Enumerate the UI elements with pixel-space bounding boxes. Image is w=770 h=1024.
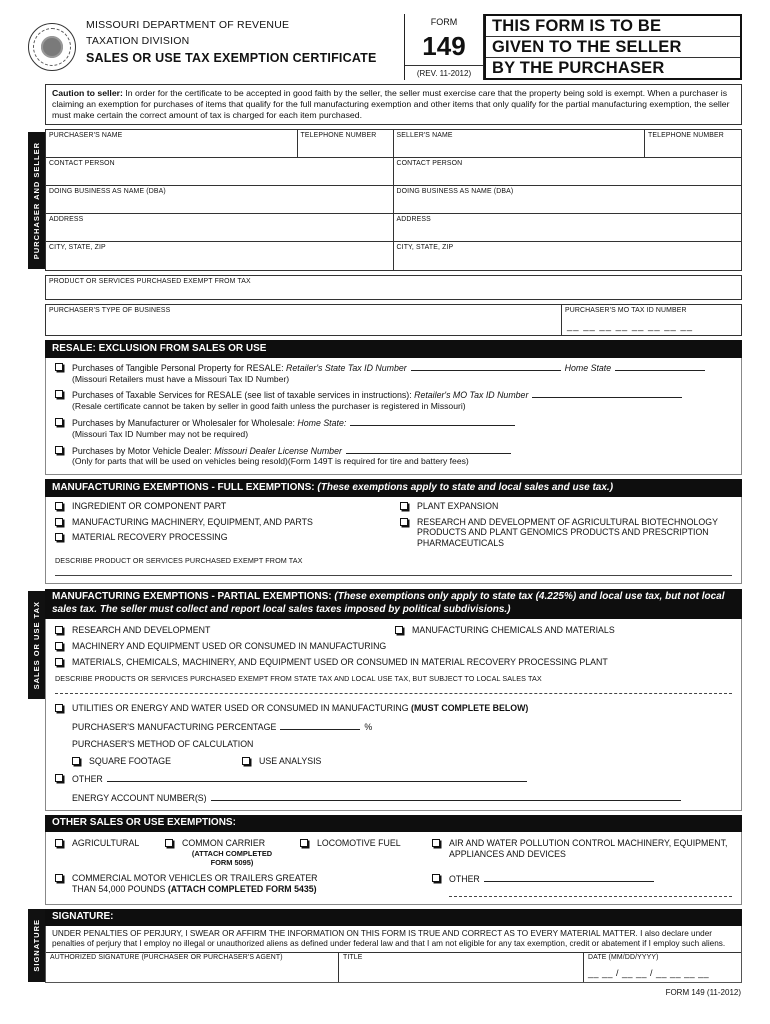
notice-line-2: GIVEN TO THE SELLER <box>486 37 740 58</box>
retailer-mo-tax-id-input[interactable] <box>532 389 682 398</box>
date-field[interactable] <box>583 953 741 982</box>
manufacturing-percentage-line <box>55 721 732 732</box>
caution-label: Caution to seller: <box>52 88 123 98</box>
resale-item1-note: (Missouri Retailers must have a Missouri Tax ID Number) <box>72 373 290 384</box>
seller-address-field[interactable] <box>394 214 742 242</box>
mfg-full-item-plant <box>400 501 732 512</box>
resale-item3-note: (Missouri Tax ID Number may not be required) <box>72 428 249 439</box>
form-number-box <box>404 14 484 80</box>
mfg-full-body <box>45 497 742 584</box>
perjury-statement-1: UNDER PENALTIES OF PERJURY, I SWEAR OR AFFIRM THE INFORMATION ON THIS FORM IS TRUE AND CORRECT AS TO EVERY MATERIAL MATTER. <box>52 929 641 939</box>
checkbox-ingredient[interactable] <box>55 502 63 510</box>
utilities-bold-label: (MUST COMPLETE BELOW) <box>411 703 529 714</box>
form-word: FORM <box>430 17 458 27</box>
common-carrier-label: COMMON CARRIER <box>182 838 266 849</box>
signature-sidebar <box>28 909 45 982</box>
mfg-full-item-ingredient <box>55 501 400 512</box>
resale-body <box>45 358 742 475</box>
resale-item1-text: Purchases of Tangible Personal Property for RESALE: <box>72 362 287 373</box>
checkbox-resale-tangible[interactable] <box>55 363 63 371</box>
resale-section <box>45 340 742 475</box>
form-title: SALES OR USE TAX EXEMPTION CERTIFICATE <box>86 50 377 65</box>
business-type-field[interactable] <box>46 305 561 335</box>
checkbox-partial-materials[interactable] <box>55 658 63 666</box>
utilities-label: UTILITIES OR ENERGY AND WATER USED OR CONSUMED IN MANUFACTURING <box>72 703 412 714</box>
percent-sign: % <box>364 722 373 733</box>
resale-item-motor-vehicle <box>55 445 732 468</box>
other-exemptions-row2 <box>55 873 732 897</box>
mfg-partial-item-materials <box>55 657 732 668</box>
commercial-motor-vehicles-item <box>55 873 432 897</box>
agricultural-item <box>55 838 165 867</box>
date-label: DATE (MM/DD/YYYY) <box>588 954 659 962</box>
checkbox-use-analysis[interactable] <box>242 757 250 765</box>
date-blanks: __ __ / __ __ / __ __ __ __ <box>588 968 710 979</box>
purchaser-seller-sidebar <box>28 132 45 269</box>
mfg-full-describe-label: DESCRIBE PRODUCT OR SERVICES PURCHASED EXEMPT FROM TAX <box>55 555 303 565</box>
material-recovery-label: MATERIAL RECOVERY PROCESSING <box>72 532 228 543</box>
home-state-input[interactable] <box>615 362 705 371</box>
partial-chemicals-label: MANUFACTURING CHEMICALS AND MATERIALS <box>412 624 615 635</box>
checkbox-partial-machinery[interactable] <box>55 642 63 650</box>
partial-materials-label: MATERIALS, CHEMICALS, MACHINERY, AND EQUIPMENT USED OR CONSUMED IN MATERIAL RECOVERY PROCESSING PLANT <box>72 656 608 667</box>
title-field[interactable] <box>338 953 583 982</box>
resale-item4-note: (Only for parts that will be used on vehicles being resold)(Form 149T is required for tire and battery fees) <box>72 456 469 467</box>
checkbox-material-recovery[interactable] <box>55 533 63 541</box>
mfg-partial-body <box>45 619 742 811</box>
seller-name-label: SELLER'S NAME <box>396 131 453 139</box>
footer-form-id: FORM 149 (11-2012) <box>665 987 741 997</box>
sales-use-sidebar-label: SALES OR USE TAX <box>32 600 41 690</box>
seller-contact-field[interactable] <box>394 158 742 186</box>
mfg-partial-section <box>45 589 742 811</box>
checkbox-mfg-machinery[interactable] <box>55 518 63 526</box>
use-analysis-option <box>242 756 321 766</box>
resale-item3-italic: Home State: <box>297 418 347 429</box>
purchaser-seller-band <box>28 129 742 271</box>
mo-tax-id-field[interactable] <box>561 305 741 335</box>
mfg-full-item-recovery <box>55 532 400 543</box>
mfg-full-describe-input[interactable] <box>55 565 732 576</box>
retailer-state-tax-id-input[interactable] <box>411 362 561 371</box>
plant-expansion-label: PLANT EXPANSION <box>417 500 499 511</box>
agency-block <box>76 14 404 80</box>
other-method-line <box>55 773 732 785</box>
mfg-full-header-bold: MANUFACTURING EXEMPTIONS - FULL EXEMPTIONS: <box>52 481 318 493</box>
other-exemption-input-line2[interactable] <box>449 885 732 897</box>
mfg-full-section <box>45 479 742 584</box>
checkbox-resale-services[interactable] <box>55 390 63 398</box>
product-services-field[interactable] <box>45 275 742 300</box>
checkbox-resale-wholesale[interactable] <box>55 418 63 426</box>
seller-contact-label: CONTACT PERSON <box>396 159 463 167</box>
resale-item-services <box>55 389 732 412</box>
form-revision: (REV. 11-2012) <box>405 65 483 80</box>
other-exemptions-body <box>45 832 742 904</box>
mfg-full-columns <box>55 501 732 549</box>
mfg-full-header-italic: (These exemptions apply to state and local sales and use tax.) <box>317 481 614 493</box>
resale-item2-text: Purchases of Taxable Services for RESALE (see list of taxable services in instructions): <box>72 390 415 401</box>
partial-rd-label: RESEARCH AND DEVELOPMENT <box>72 624 211 635</box>
perjury-statement <box>46 926 741 953</box>
other-exemptions-section <box>45 815 742 905</box>
caution-text: In order for the certificate to be accepted in good faith by the seller, the seller must exercise care that the property being sold is exempt. When a purchaser is claiming an exemption for purchases of items that qualify for the full manufacturing exemption and other items that only qualify for the partial manufacturing exemption, the seller must make certain the correct amount of tax is charged for each item purchased. <box>52 88 730 120</box>
dealer-license-number-input[interactable] <box>346 445 511 454</box>
signature-body <box>45 926 742 983</box>
division-name: TAXATION DIVISION <box>86 34 190 47</box>
utilities-item <box>55 703 732 714</box>
resale-item2-note: (Resale certificate cannot be taken by seller in good faith unless the purchaser is registered in Missouri) <box>72 401 466 412</box>
other-exemption-input[interactable] <box>484 873 654 882</box>
resale-item1-italic: Retailer's State Tax ID Number <box>286 362 407 373</box>
purchaser-city-state-zip-field[interactable] <box>46 242 394 270</box>
signature-section <box>45 909 742 983</box>
commercial-motor-vehicles-label: COMMERCIAL MOTOR VEHICLES OR TRAILERS GREATER THAN 54,000 POUNDS <box>72 872 318 894</box>
parties-grid <box>45 129 742 271</box>
signature-row <box>46 953 741 982</box>
mfg-partial-describe-label: DESCRIBE PRODUCTS OR SERVICES PURCHASED EXEMPT FROM STATE TAX AND LOCAL USE TAX, BUT SUBJECT TO LOCAL SALES TAX <box>55 674 542 684</box>
common-carrier-note: (ATTACH COMPLETED FORM 5095) <box>191 849 273 868</box>
purchaser-contact-label: CONTACT PERSON <box>49 159 115 167</box>
use-analysis-label: USE ANALYSIS <box>259 756 322 767</box>
common-carrier-item <box>165 838 300 867</box>
other-exemptions-band <box>28 815 742 905</box>
mfg-partial-header-bold: MANUFACTURING EXEMPTIONS - PARTIAL EXEMPTIONS: <box>52 591 335 603</box>
form-header <box>28 14 742 80</box>
purchaser-dba-field[interactable] <box>46 186 394 214</box>
checkbox-agricultural[interactable] <box>55 839 63 847</box>
seller-name-field[interactable] <box>394 130 646 158</box>
research-agbio-label: RESEARCH AND DEVELOPMENT OF AGRICULTURAL BIOTECHNOLOGY PRODUCTS AND PLANT GENOMICS PRODUCTS AND PRESCRIPTION PHARMACEUTICALS <box>417 516 718 549</box>
checkbox-other-method[interactable] <box>55 774 63 782</box>
purchaser-city-state-zip-label: CITY, STATE, ZIP <box>49 243 106 251</box>
checkbox-locomotive-fuel[interactable] <box>300 839 308 847</box>
checkbox-common-carrier[interactable] <box>165 839 173 847</box>
checkbox-commercial-motor-vehicles[interactable] <box>55 874 63 882</box>
other-exemption-label: OTHER <box>449 873 480 884</box>
method-options-line <box>55 756 732 766</box>
form-number: 149 <box>422 31 466 61</box>
seal-inner-ring <box>33 28 71 66</box>
resale-item3-text: Purchases by Manufacturer or Wholesaler for Wholesale: <box>72 418 298 429</box>
caution-to-seller <box>45 84 742 125</box>
seller-telephone-label: TELEPHONE NUMBER <box>648 131 724 139</box>
seller-telephone-field[interactable] <box>645 130 741 158</box>
purchaser-dba-label: DOING BUSINESS AS NAME (DBA) <box>49 187 166 195</box>
resale-item-wholesale <box>55 417 732 440</box>
checkbox-other-exemption[interactable] <box>432 874 440 882</box>
resale-item4-text: Purchases by Motor Vehicle Dealer: <box>72 445 215 456</box>
seller-city-state-zip-label: CITY, STATE, ZIP <box>396 243 454 251</box>
mfg-partial-item-chemicals <box>395 625 615 636</box>
locomotive-fuel-label: LOCOMOTIVE FUEL <box>317 838 401 849</box>
other-exemptions-row1 <box>55 838 732 867</box>
signature-header: SIGNATURE: <box>45 909 742 927</box>
perjury-statement-2: I also declare under penalties of perjury that I employ no illegal or unauthorized aliens as defined under federal law and that I am not eligible for any tax exemption, credit or abatement if I employ such aliens. <box>52 929 726 948</box>
purchaser-seller-sidebar-label: PURCHASER AND SELLER <box>32 141 41 259</box>
mfg-full-item-research <box>400 517 732 549</box>
gutter-spacer <box>28 84 45 125</box>
signature-sidebar-label: SIGNATURE <box>32 919 41 972</box>
mo-tax-id-blanks: __ __ __ __ __ __ __ __ <box>567 320 694 332</box>
seller-address-label: ADDRESS <box>396 215 431 223</box>
seller-city-state-zip-field[interactable] <box>394 242 742 270</box>
mfg-partial-describe-input[interactable] <box>55 683 732 694</box>
resale-item1-italic2: Home State <box>564 362 612 373</box>
business-type-label: PURCHASER'S TYPE OF BUSINESS <box>49 306 171 314</box>
agricultural-label: AGRICULTURAL <box>72 838 140 849</box>
mfg-partial-row1 <box>55 625 732 636</box>
other-method-input[interactable] <box>107 773 527 782</box>
purchaser-address-field[interactable] <box>46 214 394 242</box>
wholesale-home-state-input[interactable] <box>350 417 515 426</box>
seller-dba-label: DOING BUSINESS AS NAME (DBA) <box>396 187 514 195</box>
mfg-machinery-label: MANUFACTURING MACHINERY, EQUIPMENT, AND PARTS <box>72 516 313 527</box>
signature-band <box>28 909 742 983</box>
method-of-calculation-line <box>55 739 732 749</box>
mfg-full-header <box>45 479 742 497</box>
mfg-partial-describe <box>55 674 732 694</box>
energy-account-line <box>55 792 732 803</box>
air-water-pollution-item <box>432 838 732 867</box>
other-method-label: OTHER <box>72 774 103 785</box>
department-name: MISSOURI DEPARTMENT OF REVENUE <box>86 19 290 31</box>
mo-tax-id-label: PURCHASER'S MO TAX ID NUMBER <box>565 306 687 314</box>
checkbox-partial-chemicals[interactable] <box>395 626 403 634</box>
product-services-label: PRODUCT OR SERVICES PURCHASED EXEMPT FROM TAX <box>49 277 251 285</box>
method-of-calculation-label: PURCHASER'S METHOD OF CALCULATION <box>72 739 254 750</box>
checkbox-air-water-pollution[interactable] <box>432 839 440 847</box>
mfg-partial-header-italic: (These exemptions only apply to state tax (4.225%) and local use tax, but not local sales tax. The seller must collect and report local sales taxes imposed by political subdivisions.) <box>52 591 725 615</box>
square-footage-label: SQUARE FOOTAGE <box>89 756 171 767</box>
resale-item4-italic: Missouri Dealer License Number <box>214 445 342 456</box>
resale-item2-italic: Retailer's MO Tax ID Number <box>414 390 529 401</box>
business-type-row <box>45 304 742 336</box>
sales-use-sidebar <box>28 591 45 699</box>
mfg-partial-header <box>45 589 742 619</box>
seller-notice-box <box>484 14 742 80</box>
purchaser-name-field[interactable] <box>46 130 298 158</box>
checkbox-plant-expansion[interactable] <box>400 502 408 510</box>
resale-item-tangible <box>55 362 732 385</box>
manufacturing-percentage-label: PURCHASER'S MANUFACTURING PERCENTAGE <box>72 722 277 733</box>
checkbox-research-agbio[interactable] <box>400 518 408 526</box>
purchaser-address-label: ADDRESS <box>49 215 84 223</box>
other-exemptions-header: OTHER SALES OR USE EXEMPTIONS: <box>45 815 742 833</box>
checkbox-utilities[interactable] <box>55 704 63 712</box>
authorized-signature-field[interactable] <box>46 953 338 982</box>
resale-header: RESALE: EXCLUSION FROM SALES OR USE <box>45 340 742 358</box>
authorized-signature-label: AUTHORIZED SIGNATURE (PURCHASER OR PURCHASER'S AGENT) <box>50 954 283 962</box>
notice-line-1: THIS FORM IS TO BE <box>486 16 740 37</box>
mfg-full-item-machinery <box>55 517 400 528</box>
purchaser-telephone-label: TELEPHONE NUMBER <box>300 131 377 139</box>
product-band <box>28 275 742 336</box>
seller-dba-field[interactable] <box>394 186 742 214</box>
seal-core <box>41 36 63 58</box>
locomotive-fuel-item <box>300 838 432 867</box>
sales-use-band <box>28 479 742 811</box>
checkbox-resale-motor-vehicle[interactable] <box>55 446 63 454</box>
checkbox-partial-rd[interactable] <box>55 626 63 634</box>
missouri-state-seal-icon <box>28 23 76 71</box>
air-water-pollution-label: AIR AND WATER POLLUTION CONTROL MACHINERY, EQUIPMENT, APPLIANCES AND DEVICES <box>449 838 728 860</box>
purchaser-contact-field[interactable] <box>46 158 394 186</box>
energy-account-label: ENERGY ACCOUNT NUMBER(S) <box>72 792 207 803</box>
caution-band <box>28 84 742 125</box>
manufacturing-percentage-input[interactable] <box>280 721 360 730</box>
commercial-attach-note: (ATTACH COMPLETED FORM 5435) <box>167 883 317 894</box>
partial-machinery-label: MACHINERY AND EQUIPMENT USED OR CONSUMED IN MANUFACTURING <box>72 640 387 651</box>
checkbox-square-footage[interactable] <box>72 757 80 765</box>
purchaser-telephone-field[interactable] <box>298 130 394 158</box>
purchaser-name-label: PURCHASER'S NAME <box>49 131 123 139</box>
ingredient-label: INGREDIENT OR COMPONENT PART <box>72 500 227 511</box>
energy-account-input[interactable] <box>211 792 681 801</box>
title-label: TITLE <box>343 954 363 962</box>
mfg-partial-item-rd <box>55 625 395 636</box>
mfg-full-describe <box>55 556 732 576</box>
mfg-partial-item-machinery <box>55 641 732 652</box>
notice-line-3: BY THE PURCHASER <box>492 59 665 77</box>
other-exemption-item <box>432 873 732 897</box>
square-footage-option <box>72 756 242 766</box>
resale-band <box>28 340 742 475</box>
